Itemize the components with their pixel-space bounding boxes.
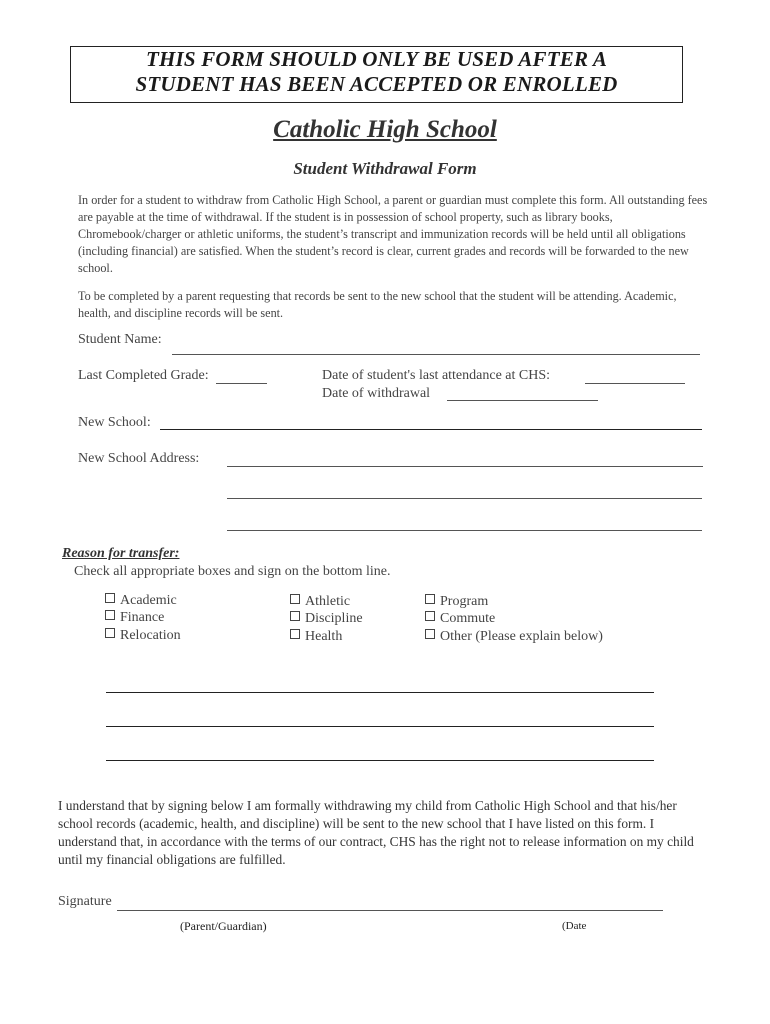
signature-field[interactable] — [117, 910, 663, 911]
checkbox-relocation[interactable]: Relocation — [105, 628, 181, 644]
checkbox-icon — [425, 611, 435, 621]
checkbox-icon — [290, 594, 300, 604]
intro-paragraph: In order for a student to withdraw from Catholic High School, a parent or guardian must complete this form. All outstanding fees are payable at the time of withdrawal. If the student is in possession of school property, such as library books, Chromebook/charger or athletic uniforms, the student’s transcript and immunization records will be held until all obligations (including financial) are satisfied. When the student’s record is clear, current grades and records will be forwarded to the new school. — [78, 193, 708, 275]
new-school-address-line-3[interactable] — [227, 530, 702, 531]
checkbox-program[interactable]: Program — [425, 594, 488, 610]
checkbox-other[interactable]: Other (Please explain below) — [425, 629, 603, 645]
checkbox-discipline[interactable]: Discipline — [290, 611, 363, 627]
reason-heading: Reason for transfer: — [62, 546, 180, 561]
last-attendance-label: Date of student's last attendance at CHS: — [322, 368, 551, 383]
new-school-label: New School: — [78, 415, 151, 430]
school-name: Catholic High School — [273, 116, 497, 143]
checkbox-academic[interactable]: Academic — [105, 593, 177, 609]
date-caption: (Date — [562, 920, 587, 932]
acknowledgement-paragraph: I understand that by signing below I am formally withdrawing my child from Catholic High School and that his/her school records (academic, health, and discipline) will be sent to the new school that I have listed on this form. I understand that, in accordance with the terms of our contract, CHS has the right not to release information on my child until my financial obligations are fulfilled. — [58, 798, 694, 867]
new-school-address-line-2[interactable] — [227, 498, 702, 499]
withdrawal-date-label: Date of withdrawal — [322, 386, 431, 401]
explanation-line-2[interactable] — [106, 726, 654, 727]
checkbox-icon — [105, 628, 115, 638]
checkbox-athletic[interactable]: Athletic — [290, 594, 350, 610]
checkbox-icon — [290, 629, 300, 639]
notice-line-1: THIS FORM SHOULD ONLY BE USED AFTER A — [145, 47, 608, 71]
checkbox-icon — [290, 611, 300, 621]
student-name-label: Student Name: — [78, 332, 162, 347]
notice-line-2: STUDENT HAS BEEN ACCEPTED OR ENROLLED — [135, 72, 618, 96]
records-paragraph: To be completed by a parent requesting that records be sent to the new school that the student will be attending. Academic, health, and discipline records will be sent. — [78, 289, 677, 320]
signature-label: Signature — [58, 894, 112, 909]
explanation-line-1[interactable] — [106, 692, 654, 693]
form-title: Student Withdrawal Form — [293, 159, 477, 178]
checkbox-health[interactable]: Health — [290, 629, 342, 645]
student-name-field[interactable] — [172, 354, 700, 355]
checkbox-commute[interactable]: Commute — [425, 611, 495, 627]
last-grade-label: Last Completed Grade: — [78, 368, 209, 383]
new-school-address-label: New School Address: — [78, 451, 200, 466]
checkbox-icon — [425, 629, 435, 639]
reason-instruction: Check all appropriate boxes and sign on the bottom line. — [74, 564, 391, 579]
checkbox-icon — [105, 610, 115, 620]
notice-box — [70, 46, 683, 103]
new-school-address-line-1[interactable] — [227, 466, 703, 467]
parent-guardian-caption: (Parent/Guardian) — [180, 919, 267, 933]
checkbox-finance[interactable]: Finance — [105, 610, 164, 626]
last-grade-field[interactable] — [216, 383, 267, 384]
last-attendance-field[interactable] — [585, 383, 685, 384]
explanation-line-3[interactable] — [106, 760, 654, 761]
checkbox-icon — [425, 594, 435, 604]
checkbox-icon — [105, 593, 115, 603]
withdrawal-date-field[interactable] — [447, 400, 598, 401]
new-school-field[interactable] — [160, 429, 702, 430]
